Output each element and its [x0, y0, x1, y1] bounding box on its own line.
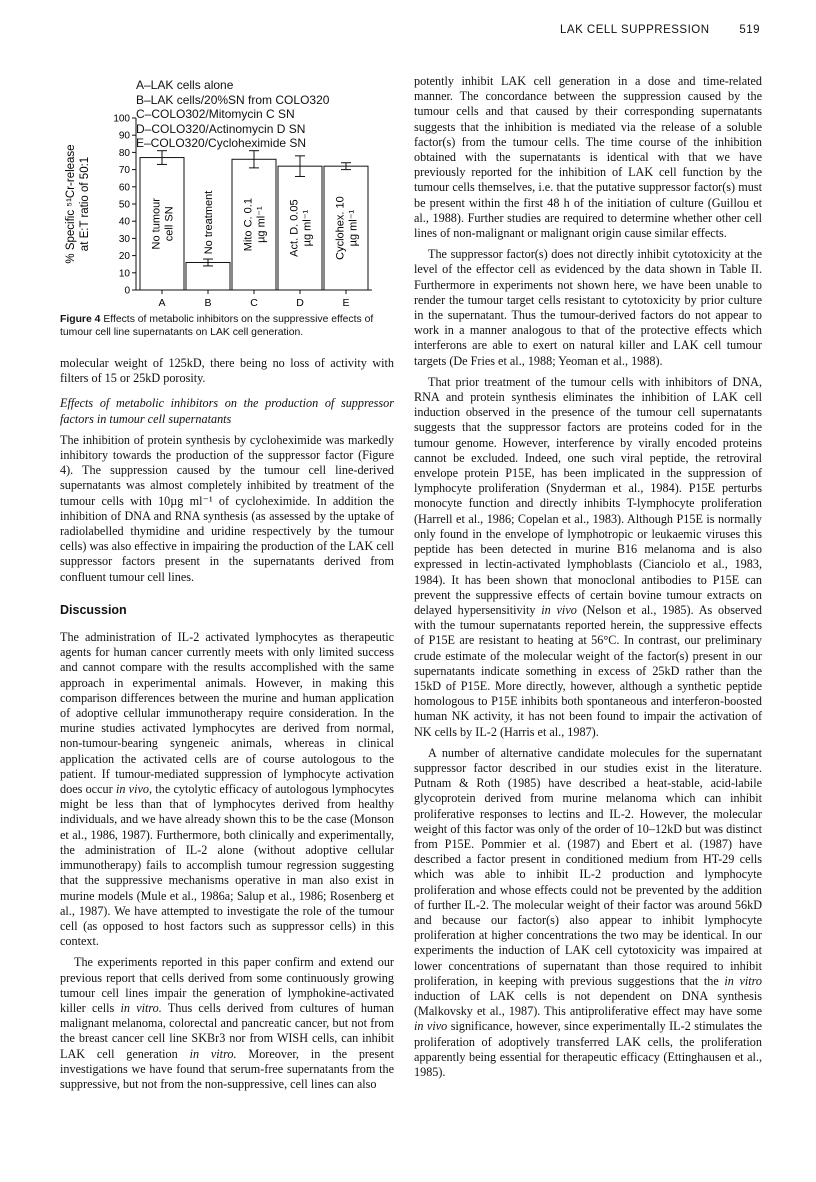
running-head: [560, 24, 760, 36]
right-column-text: [414, 74, 762, 1086]
caption-label: Figure 4: [60, 314, 101, 325]
discussion-heading: Discussion: [60, 602, 127, 617]
legend-item: A–LAK cells alone: [136, 78, 234, 92]
text-run: Thus cells derived from cultures of human malignant melanoma, colorectal and pancreatic cancer, but not from the breast cancer cell line SKBr3 nor from WISH cells, can inhibit LAK cell generation: [60, 1000, 394, 1061]
section-subheading: Effects of metabolic inhibitors on the production of suppressor factors in tumour cell supernatants: [60, 396, 394, 426]
bar-chart: [60, 110, 394, 310]
legend-item: D–COLO320/Actinomycin D SN: [136, 121, 306, 136]
y-tick-label: 90: [118, 130, 130, 142]
text-run: Moreover, in the present investigations we have found that serum-free supernatants from the suppressive, but not from the non-suppressive, cell lines can also: [60, 1046, 395, 1091]
y-axis-label: at E:T ratio of 50:1: [79, 156, 91, 252]
paragraph: potently inhibit LAK cell generation in a dose and time-related manner. The concordance between the suppression caused by the tumour cells and that caused by their corresponding supernatants suggests that the inhibition is mediated via the release of a soluble factor(s) from the tumour cells. The time course of the inhibition obtained with the supernatants is identical with that we have previously reported for the inhibition of LAK cell function by the tumour cells themselves, i.e. that the putative suppressor factor(s) must be present within the first 48 h of the initiation of culture (Guillou et al., 1988). Further studies are required to determine whether other cell lines of non-malignant or malignant origin cause similar effects.: [414, 74, 762, 241]
figure-caption: [60, 313, 394, 339]
y-tick-label: 20: [118, 251, 130, 263]
paragraph: The inhibition of protein synthesis by cycloheximide was markedly inhibitory towards the production of the suppressor factor (Figure 4). The suppression caused by the tumour cell line-derived supernatants was almost completely inhibited by treatment of the tumour cells with 10µg ml⁻¹ of cycloheximide. In addition the inhibition of DNA and RNA synthesis (as assessed by the uptake of radiolabelled thymidine and uridine respectively by the tumour cells) was also effective in impairing the production of the LAK cell suppressor factors present in the supernatants derived from confluent tumour cell lines.: [60, 432, 394, 584]
bar-label: Cyclohex. 10: [334, 196, 347, 260]
text-run: the cytolytic efficacy of autologous lymphocytes might be less than that of lymphocytes derived from healthy individuals, and we have already shown this to be the case (Monson et al., 1986, 1987). Furthermore, both clinically and experimentally, the administration of IL-2 alone (without adoptive cellular immunotherapy) fails to accomplish tumour regression suggesting that the suppressive mechanisms operative in man also exist in murine models (Mule et al., 1986a; Salup et al., 1986; Rosenberg et al., 1987). We have attempted to investigate the role of the tumour cell (as opposed to host factors such as suppressor cells) in this context.: [60, 782, 395, 949]
y-tick-label: 30: [118, 233, 130, 245]
x-tick-label: A: [158, 297, 166, 309]
y-tick-label: 60: [118, 182, 130, 194]
x-tick-label: B: [204, 297, 212, 309]
italic-run: in vitro.: [120, 1000, 162, 1015]
y-tick-label: 80: [118, 147, 130, 159]
bar-label: µg ml⁻¹: [347, 209, 360, 247]
x-tick-label: E: [342, 297, 350, 309]
paragraph: [414, 746, 762, 1080]
legend-item: C–COLO302/Mitomycin C SN: [136, 107, 295, 121]
bar-label: Mito C. 0.1: [242, 198, 255, 252]
bar-label: No tumour: [150, 198, 163, 250]
legend-item: E–COLO320/Cycloheximide SN: [136, 136, 307, 150]
caption-text: Effects of metabolic inhibitors on the suppressive effects of tumour cell line supernatants on LAK cell generation.: [60, 314, 374, 338]
italic-run: in vivo,: [115, 782, 153, 797]
italic-run: in vitro.: [189, 1046, 237, 1061]
left-column-text: [60, 356, 394, 1098]
text-run: The experiments reported in this paper confirm and extend our previous report that cells derived from some continuously growing tumour cell lines impair the generation of lymphokine-activated killer cells: [60, 955, 394, 1015]
bar-label: µg ml⁻¹: [301, 209, 314, 247]
y-tick-label: 10: [118, 268, 130, 280]
paragraph: [414, 375, 762, 740]
paragraph: The suppressor factor(s) does not directly inhibit cytotoxicity at the level of the effector cell as evidenced by the data shown in Table II. Furthermore in experiments not shown here, we have been unable to render the tumour target cells resistant to cytotoxicity by prior culture in the supernatant. Thus the tumour-derived factors do not appear to work in a manner analogous to that of the protective effects which interferons are able to exert on natural killer and LAK cell tumour targets (De Fries et al., 1988; Yeoman et al., 1988).: [414, 247, 762, 368]
paragraph: [60, 630, 394, 949]
text-run: The administration of IL-2 activated lymphocytes as therapeutic agents for human cancer currently meets with only limited success and cannot compare with the results accomplished with the same approach in experimental animals. However, in making this comparison differences between the murine and human application of adoptive cellular immunotherapy require consideration. In the murine studies activated lymphocytes are derived from normal, non-tumour-bearing syngeneic animals, whereas in clinical application the activated cells are of course autologous to the patient. If tumour-mediated suppression of lymphocyte activation does occur: [60, 630, 394, 797]
chart-svg: [60, 110, 394, 310]
italic-run: in vivo: [541, 602, 577, 617]
y-axis-label: % Specific ⁵¹Cr-release: [65, 144, 77, 264]
y-tick-label: 70: [118, 165, 130, 177]
y-tick-label: 0: [124, 285, 130, 297]
x-tick-label: D: [296, 297, 304, 309]
text-run: A number of alternative candidate molecules for the supernatant suppressor factor described in our studies exist in the literature. Putnam & Roth (1985) have described a heat-stable, acid-labile glycoprotein derived from murine melanoma which can inhibit proliferative responses to lectins and IL-2. However, the molecular weight of this factor was only of the order of 10–12kD but was distinct from P15E. Pommier et al. (1987) and Ebert et al. (1987) have described a factor present in conditioned medium from HT-29 cells which was able to inhibit IL-2 production and lymphocyte proliferation and whose effects could not be prevented by the addition of further IL-2. The molecular weight of their factor was around 56kD and because our factor(s) also appear to inhibit lymphocyte proliferation at higher concentrations the two may be identical. In our experiments the induction of LAK cell cytotoxicity was impaired at lower concentrations of supernatant than those required to inhibit proliferation, in keeping with previous suggestions that the: [414, 745, 762, 988]
italic-run: in vitro: [724, 973, 763, 988]
page-number: 519: [739, 24, 760, 36]
y-tick-label: 50: [118, 199, 130, 211]
y-tick-label: 40: [118, 216, 130, 228]
legend-item: B–LAK cells/20%SN from COLO320: [136, 92, 330, 107]
bar-label: No treatment: [203, 190, 215, 255]
paragraph: [60, 955, 394, 1092]
paragraph: molecular weight of 125kD, there being no loss of activity with filters of 15 or 25kD porosity.: [60, 356, 394, 386]
y-tick-label: 100: [113, 113, 130, 125]
running-title: LAK CELL SUPPRESSION: [560, 24, 710, 36]
text-run: induction of LAK cells is not dependent on DNA synthesis (Malkovsky et al., 1987). This antiproliferative effect may have some: [414, 988, 762, 1019]
text-run: That prior treatment of the tumour cells with inhibitors of DNA, RNA and protein synthesis eliminates the inhibition of LAK cell induction observed in the presence of the tumour cell supernatants suggests that the suppressor factors are proteins coded for in the tumour genome. However, interference by virally encoded proteins cannot be excluded. Indeed, one such viral peptide, the retroviral envelope protein P15E, has been implicated in the suppression of lymphocyte proliferation (Snyderman et al., 1984). P15E perturbs monocyte function and directly inhibits T-lymphocyte proliferation (Harrell et al., 1986; Copelan et al., 1983). Although P15E is normally only found in the envelope of lymphotropic or leukaemic viruses this peptide has been detected in murine B16 melanoma and is also expressed in lectin-activated lymphoblasts (Cianciolo et al., 1983, 1984). It has been shown that monoclonal antibodies to P15E can prevent the suppressive effects of certain bovine tumour extracts on delayed hypersensitivity: [414, 374, 762, 617]
text-run: (Nelson et al., 1985). As observed with the tumour supernatants reported herein, the suppressive effects of P15E are resistant to heating at 56°C. In contrast, our preliminary crude estimate of the molecular weight of the factor(s) present in our supernatants indicate something in excess of 25kD rather than the 15kD of P15E. More directly, however, although a synthetic peptide homologous to P15E inhibits both spontaneous and interferon-boosted human NK activity, it has not been found to impair the activation of NK cells by IL-2 (Harris et al., 1987).: [414, 602, 763, 739]
bar-B: [186, 262, 230, 290]
italic-run: in vivo: [414, 1019, 448, 1034]
bar-label: cell SN: [163, 206, 176, 242]
text-run: significance, however, since experimentally IL-2 stimulates the proliferation of adoptively transferred LAK cells, the proliferation apparently being essential for therapeutic efficacy (Ettinghausen et al., 1985).: [414, 1019, 763, 1079]
x-tick-label: C: [250, 297, 258, 309]
bar-label: µg ml⁻¹: [255, 206, 268, 243]
bar-label: Act. D. 0.05: [288, 199, 301, 257]
